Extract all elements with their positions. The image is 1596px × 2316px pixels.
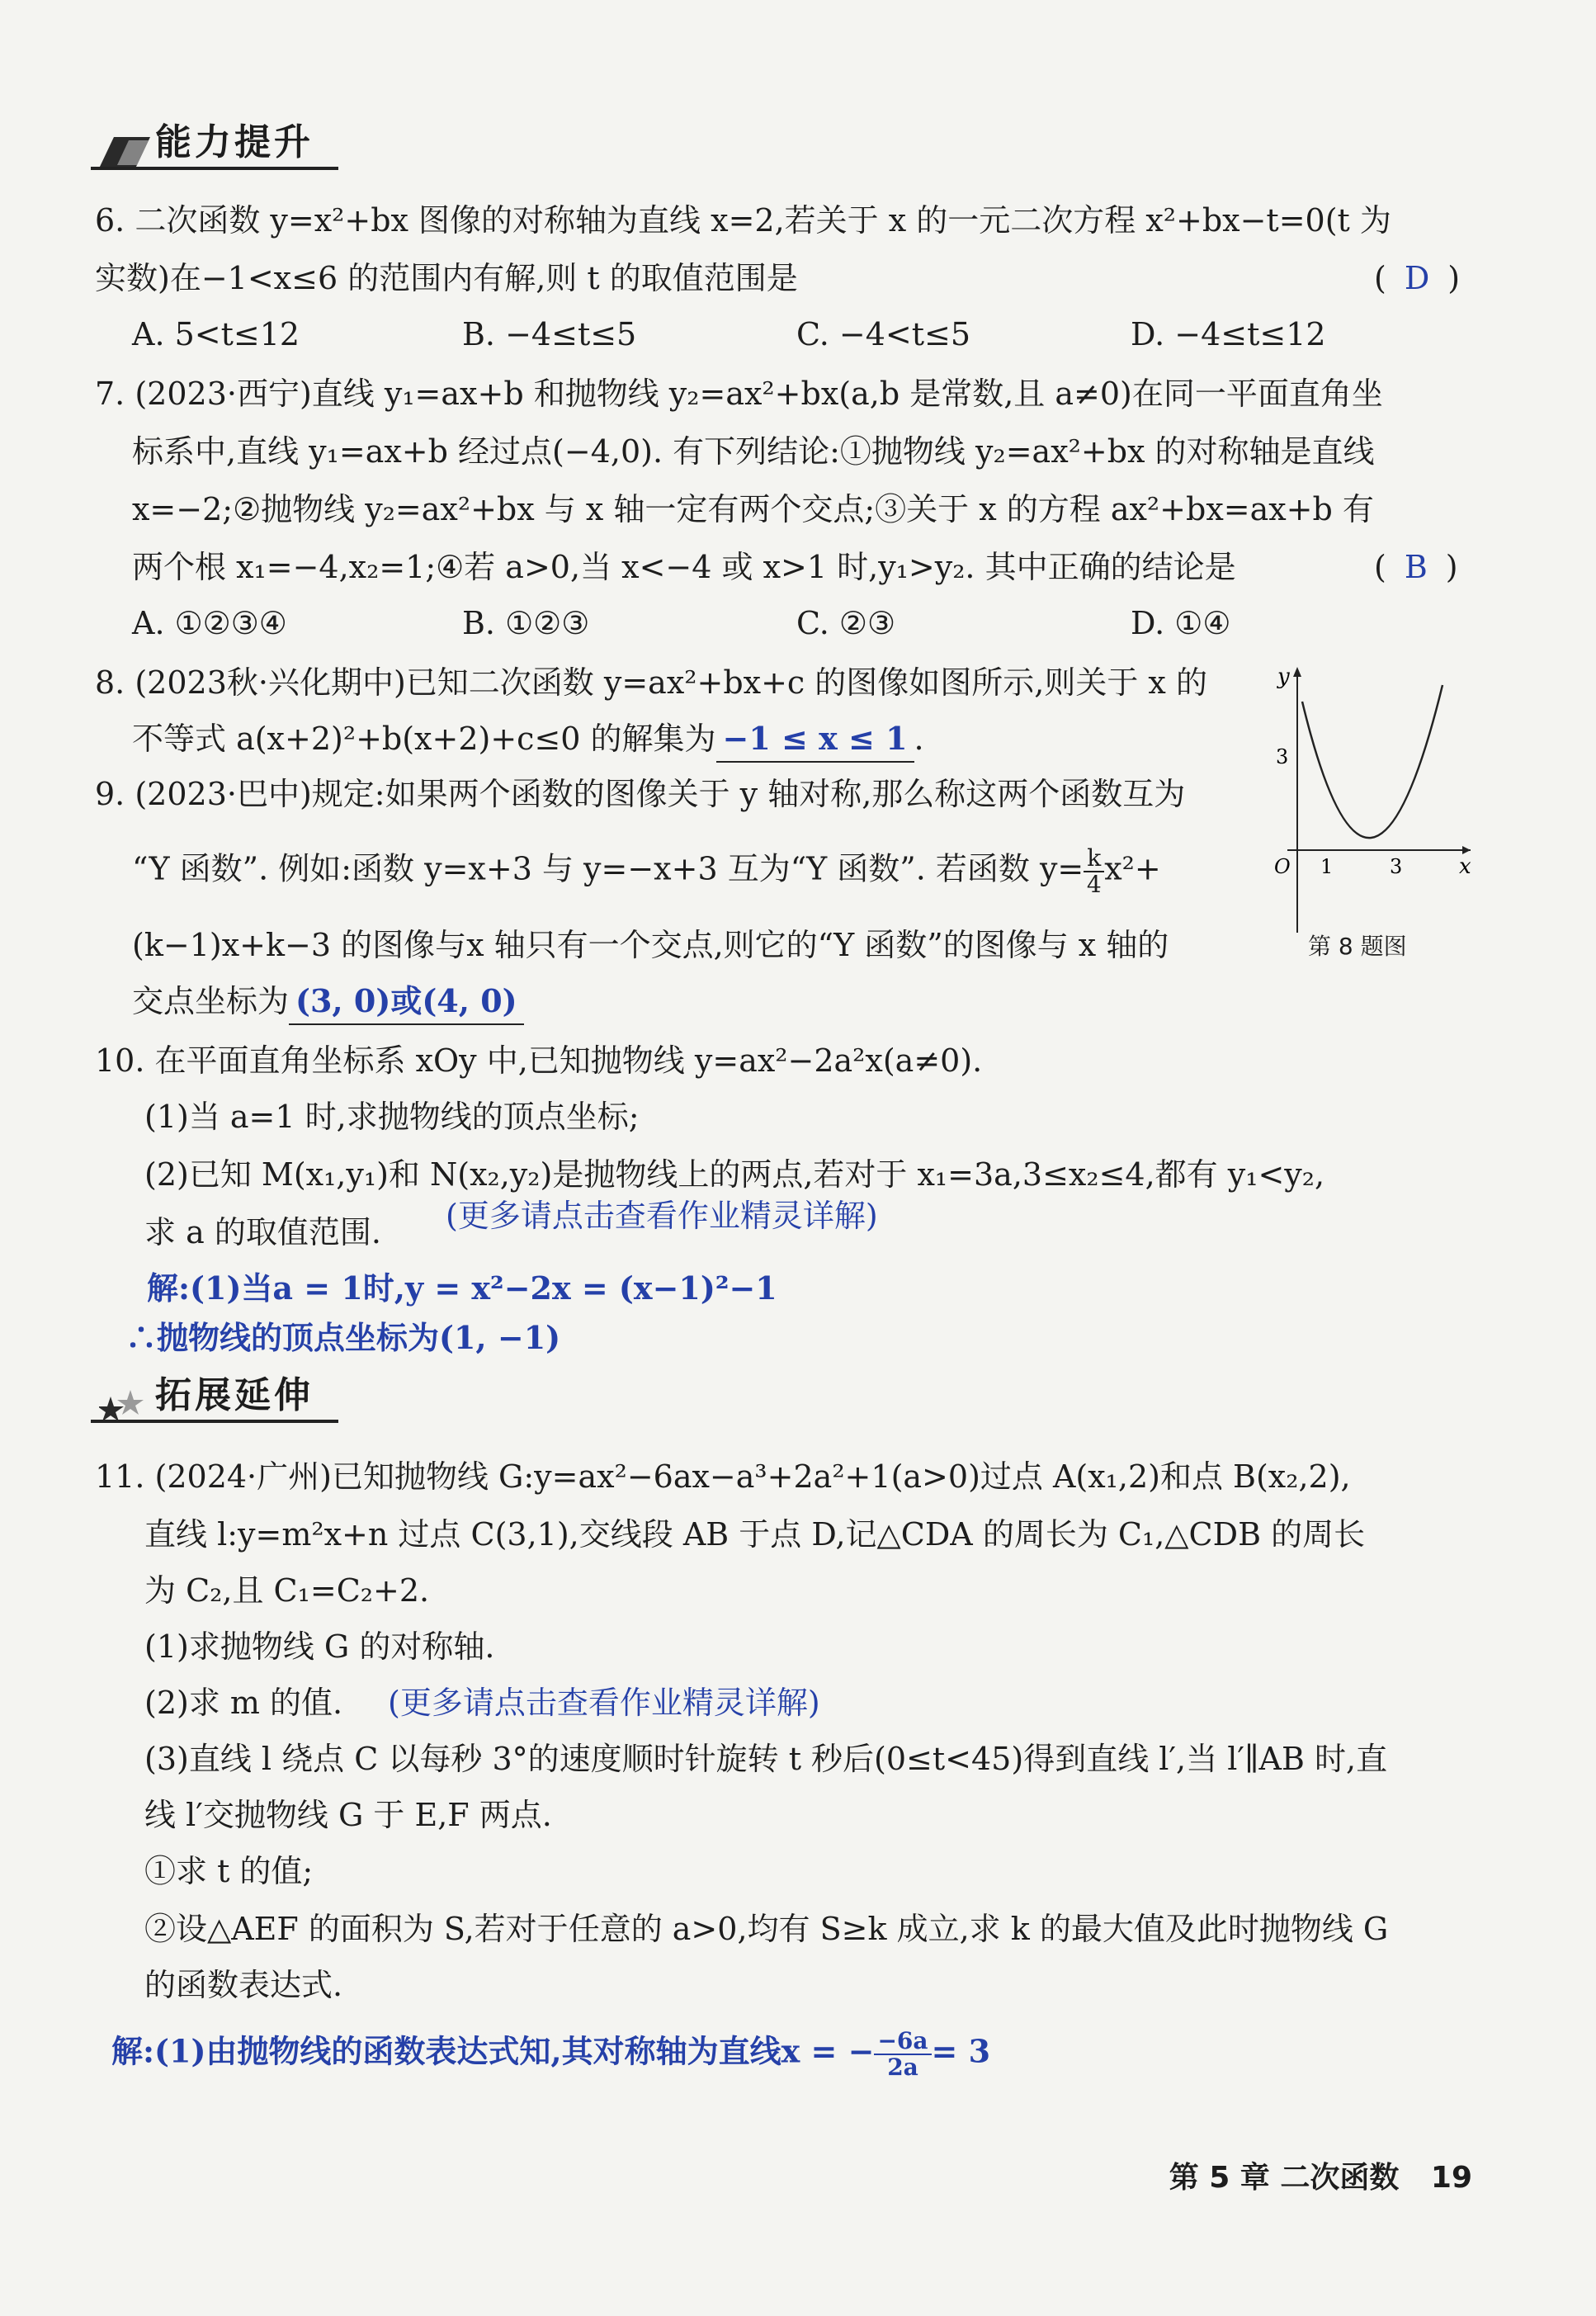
q7-line1: 7. (2023·西宁)直线 y₁=ax+b 和抛物线 y₂=ax²+bx(a,b 是常数,且 a≠0)在同一平面直角坐 xyxy=(95,376,1383,412)
q11-line6: (3)直线 l 绕点 C 以每秒 3°的速度顺时针旋转 t 秒后(0≤t<45)得到直线 l′,当 l′∥AB 时,直 xyxy=(144,1741,1388,1777)
q8-line2: 不等式 a(x+2)²+b(x+2)+c≤0 的解集为 −1 ≤ x ≤ 1 . xyxy=(132,716,1249,763)
parabola-curve xyxy=(1302,685,1443,838)
q11-line5: (2)求 m 的值. xyxy=(144,1685,343,1721)
q10-solution-1: 解:(1)当a = 1时,y = x²−2x = (x−1)²−1 xyxy=(147,1269,777,1307)
section-underline xyxy=(91,167,338,170)
chapter-title: 第 5 章 二次函数 xyxy=(1169,2161,1400,2195)
q11-solution-1: 解:(1)由抛物线的函数表达式知,其对称轴为直线x = − $\frac{-6a}{2a}$ = 3 xyxy=(111,2027,991,2081)
q8-line1: 8. (2023秋·兴化期中)已知二次函数 y=ax²+bx+c 的图像如图所示,则关于 x 的 xyxy=(95,664,1207,701)
q6-option-b: B. −4≤t≤5 xyxy=(462,316,637,352)
q9-line4: 交点坐标为 (3, 0)或(4, 0) xyxy=(132,979,1249,1025)
x-tick-3: 3 xyxy=(1390,855,1403,878)
q9-answer: (3, 0)或(4, 0) xyxy=(289,979,524,1025)
section-title: 拓展延伸 xyxy=(155,1374,314,1416)
x-axis-arrow xyxy=(1462,846,1471,854)
q10-more-link[interactable]: (更多请点击查看作业精灵详解) xyxy=(446,1198,878,1234)
section-header-ability xyxy=(91,121,338,173)
q11-line8: ①求 t 的值; xyxy=(144,1853,314,1889)
q7-line3: x=−2;②抛物线 y₂=ax²+bx 与 x 轴一定有两个交点;③关于 x 的方程 ax²+bx=ax+b 有 xyxy=(132,491,1374,527)
q7-option-a: A. ①②③④ xyxy=(132,605,287,641)
q10-line2: (1)当 a=1 时,求抛物线的顶点坐标; xyxy=(144,1099,640,1135)
q6-line1: 6. 二次函数 y=x²+bx 图像的对称轴为直线 x=2,若关于 x 的一元二次方程 x²+bx−t=0(t 为 xyxy=(95,202,1391,239)
figure-caption: 第 8 题图 xyxy=(1308,933,1407,960)
section-underline xyxy=(91,1420,338,1423)
y-axis-arrow xyxy=(1293,667,1301,677)
origin-label: O xyxy=(1274,855,1291,878)
q6-answer: D xyxy=(1404,260,1430,296)
q6-option-d: D. −4≤t≤12 xyxy=(1131,316,1326,352)
q7-line2: 标系中,直线 y₁=ax+b 经过点(−4,0). 有下列结论:①抛物线 y₂=ax²+bx 的对称轴是直线 xyxy=(132,433,1375,470)
q11-line10: 的函数表达式. xyxy=(144,1967,343,2003)
x-tick-1: 1 xyxy=(1320,855,1334,878)
q11-solution-fraction: $\frac{-6a}{2a}$ xyxy=(874,2029,931,2080)
q10-line1: 10. 在平面直角坐标系 xOy 中,已知抛物线 y=ax²−2a²x(a≠0). xyxy=(95,1042,983,1079)
q9-line2: “Y 函数”. 例如:函数 y=x+3 与 y=−x+3 互为“Y 函数”. 若函数 y= $\frac{k}{4}$ x²+ xyxy=(132,844,1161,898)
q11-line3: 为 C₂,且 C₁=C₂+2. xyxy=(144,1572,430,1609)
page-number: 19 xyxy=(1430,2161,1472,2195)
q7-answer: B xyxy=(1404,549,1428,585)
q9-line1: 9. (2023·巴中)规定:如果两个函数的图像关于 y 轴对称,那么称这两个函数互为 xyxy=(95,776,1186,812)
q7-option-c: C. ②③ xyxy=(796,605,896,641)
q10-solution-2: ∴抛物线的顶点坐标为(1, −1) xyxy=(125,1319,561,1356)
section-title: 能力提升 xyxy=(155,121,314,163)
q9-line3: (k−1)x+k−3 的图像与x 轴只有一个交点,则它的“Y 函数”的图像与 x 轴的 xyxy=(132,927,1169,963)
q8-answer: −1 ≤ x ≤ 1 xyxy=(716,716,914,763)
page-footer xyxy=(1169,2154,1472,2196)
q7-line4: 两个根 x₁=−4,x₂=1;④若 a>0,当 x<−4 或 x>1 时,y₁>y₂. 其中正确的结论是 xyxy=(132,549,1236,585)
q10-line4: 求 a 的取值范围. xyxy=(144,1214,381,1250)
q11-line4: (1)求抛物线 G 的对称轴. xyxy=(144,1628,495,1665)
q8-parabola-figure xyxy=(1254,660,1477,966)
y-tick-3: 3 xyxy=(1276,745,1289,768)
q10-line3: (2)已知 M(x₁,y₁)和 N(x₂,y₂)是抛物线上的两点,若对于 x₁=3a,3≤x₂≤4,都有 y₁<y₂, xyxy=(144,1156,1325,1193)
q11-line9: ②设△AEF 的面积为 S,若对于任意的 a>0,均有 S≥k 成立,求 k 的最大值及此时抛物线 G xyxy=(144,1911,1389,1947)
q9-fraction: $\frac{k}{4}$ xyxy=(1084,846,1104,897)
x-label: x xyxy=(1459,854,1471,879)
q6-option-c: C. −4<t≤5 xyxy=(796,316,971,352)
q11-line7: 线 l′交抛物线 G 于 E,F 两点. xyxy=(144,1797,552,1833)
q7-option-d: D. ①④ xyxy=(1131,605,1231,641)
y-label: y xyxy=(1277,664,1290,689)
q11-line1: 11. (2024·广州)已知抛物线 G:y=ax²−6ax−a³+2a²+1(a>0)过点 A(x₁,2)和点 B(x₂,2), xyxy=(95,1458,1351,1495)
q11-line2: 直线 l:y=m²x+n 过点 C(3,1),交线段 AB 于点 D,记△CDA 的周长为 C₁,△CDB 的周长 xyxy=(144,1516,1366,1553)
q7-option-b: B. ①②③ xyxy=(462,605,590,641)
q7-answer-box: ( B ) xyxy=(1374,549,1458,585)
q6-option-a: A. 5<t≤12 xyxy=(132,316,300,352)
section-header-extension xyxy=(91,1374,338,1426)
q6-answer-box: ( D ) xyxy=(1374,260,1461,296)
q11-more-link[interactable]: (更多请点击查看作业精灵详解) xyxy=(388,1685,820,1721)
q6-line2: 实数)在−1<x≤6 的范围内有解,则 t 的取值范围是 xyxy=(95,260,798,296)
